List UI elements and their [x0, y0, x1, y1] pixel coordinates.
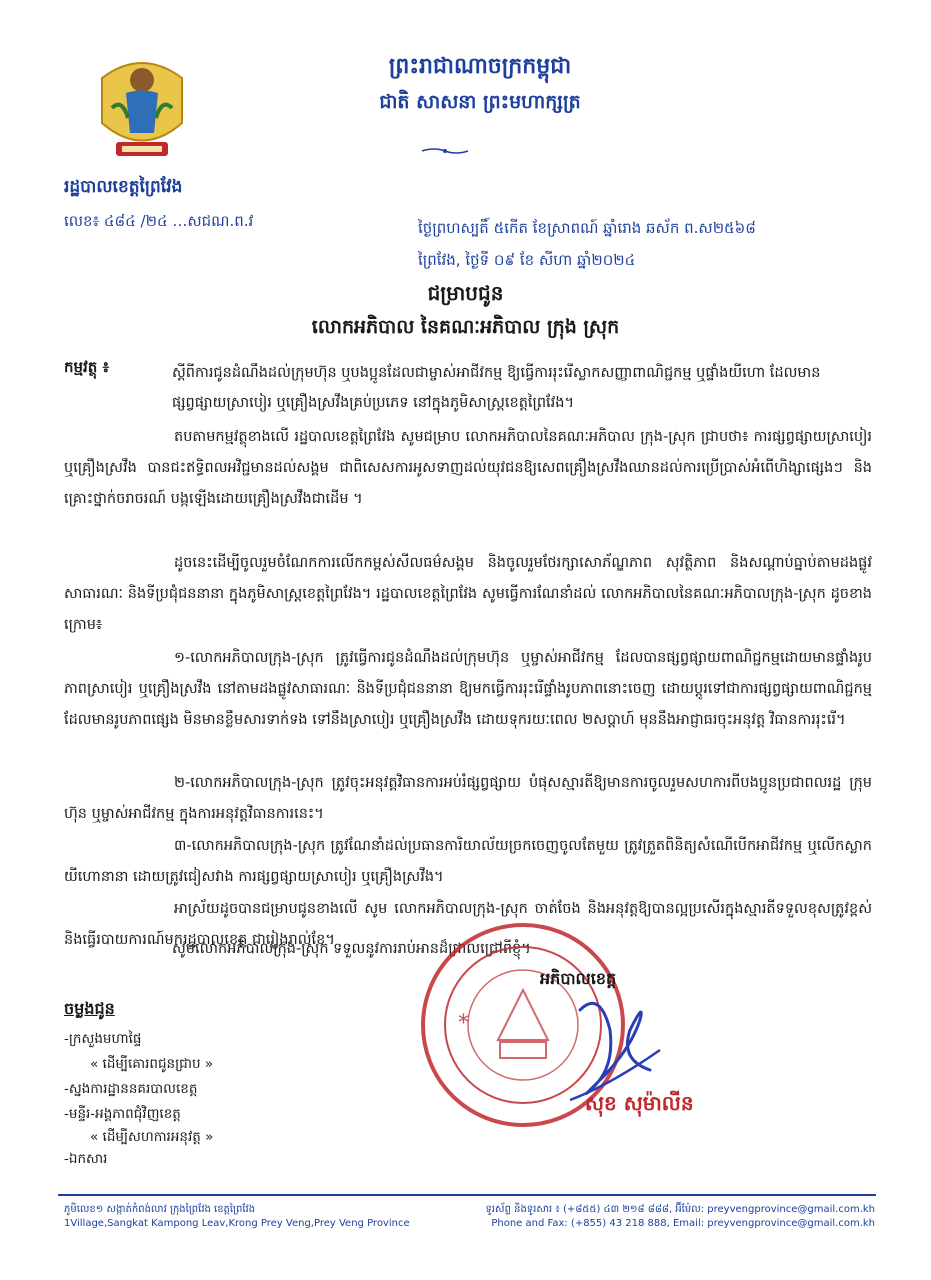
issuing-authority: រដ្ឋបាលខេត្តព្រៃវែង — [64, 177, 183, 197]
instruction-item-1: ១-លោកអភិបាលក្រុង-ស្រុក ត្រូវធ្វើការជូនដំណឹងដល់ក្រុមហ៊ុន ឬម្ចាស់អាជីវកម្ម ដែលបានផ្សព្វផ្សាយពាណិជ្ជកម្មដោយមានផ្ទាំងរូបភាពស្រាបៀរ ឬគ្រឿងស្រវឹង នៅតាមដងផ្លូវសាធារណៈ និងទីប្រជុំជននានា ឱ្យមកធ្វើការរុះរើផ្ទាំងរូបភាពនោះចេញ ដោយប្តូរទៅជាការផ្សព្វផ្សាយពាណិជ្ជកម្មដែលមានរូបភាពផ្សេង មិនមានខ្លឹមសារទាក់ទង ទៅនឹងស្រាបៀរ ឬគ្រឿងស្រវឹង ដោយទុករយៈពេល ២សប្តាហ៍ មុននឹងអាជ្ញាធរចុះអនុវត្ត វិធានការរុះរើ។ — [64, 650, 872, 728]
provincial-emblem-logo — [92, 38, 192, 166]
cc-item-note: « ដើម្បីសហការអនុវត្ត » — [90, 1129, 214, 1145]
reference-number: លេខ៖ ៤៨៤ /២៤ …សជណ.ព.វ — [64, 212, 254, 230]
signatory-name: សុខ សុម៉ាលីន — [585, 1091, 694, 1115]
solar-date: ព្រៃវែង, ថ្ងៃទី ០៩ ខែ សីហា ឆ្នាំ២០២៤ — [418, 251, 636, 269]
instruction-item-2: ២-លោកអភិបាលក្រុង-ស្រុក ត្រូវចុះអនុវត្តវិធានការអប់រំផ្សព្វផ្សាយ បំផុសស្មារតីឱ្យមានការចូលរួមសហការពីបងប្អូនប្រជាពលរដ្ឋ ក្រុមហ៊ុន ឬម្ចាស់អាជីវកម្ម ក្នុងការអនុវត្តវិធានការនេះ។ — [64, 775, 872, 822]
salutation-label: ជម្រាបជូន — [427, 281, 504, 305]
date-block — [418, 212, 756, 276]
cc-item: -ក្រសួងមហាផ្ទៃ — [64, 1031, 142, 1047]
signatory-title: អភិបាលខេត្ត — [540, 969, 617, 988]
cc-title: ចម្លងជូន — [64, 999, 115, 1018]
body-paragraph-2: ដូចនេះដើម្បីចូលរួមចំណែកការលើកកម្ពស់សីលធម៌សង្គម និងចូលរួមថែរក្សាសោភ័ណ្ឌភាព សុវត្ថិភាព និងសណ្តាប់ធ្នាប់តាមដងផ្លូវសាធារណៈ និងទីប្រជុំជននានា ក្នុងភូមិសាស្ត្រខេត្តព្រៃវែង។ រដ្ឋបាលខេត្តព្រៃវែង សូមធ្វើការណែនាំដល់ លោកអភិបាលនៃគណៈអភិបាលក្រុង-ស្រុក ដូចខាងក្រោម៖ — [64, 555, 872, 633]
subject-text: ស្តីពីការជូនដំណឹងដល់ក្រុមហ៊ុន ឬបងប្អូនដែលជាម្ចាស់អាជីវកម្ម ឱ្យធ្វើការរុះរើស្លាកសញ្ញាពាណិជ្ជកម្ម ឬផ្ទាំងយីហោ ដែលមានផ្សព្វផ្សាយស្រាបៀរ ឬគ្រឿងស្រវឹងគ្រប់ប្រភេទ នៅក្នុងភូមិសាស្ត្រខេត្តព្រៃវែង។ — [172, 365, 821, 411]
addressee: លោកអភិបាល នៃគណៈអភិបាល ក្រុង ស្រុក — [311, 316, 620, 338]
national-motto: ជាតិ សាសនា ព្រះមហាក្សត្រ — [379, 91, 581, 113]
subject-label: កម្មវត្ថុ ៖ — [64, 358, 110, 376]
lunar-date: ថ្ងៃព្រហស្បតិ៍ ៥កើត ខែស្រាពណ៍ ឆ្នាំរោង ឆស័ក ព.ស២៥៦៨ — [418, 219, 756, 237]
cc-item: -មន្ទីរ-អង្គភាពជុំវិញខេត្ត — [64, 1106, 181, 1122]
footer-divider — [58, 1194, 876, 1196]
body-paragraph-1: តបតាមកម្មវត្ថុខាងលើ រដ្ឋបាលខេត្តព្រៃវែង សូមជម្រាប លោកអភិបាលនៃគណៈអភិបាល ក្រុង-ស្រុក ជ្រាបថា៖ ការផ្សព្វផ្សាយស្រាបៀរ ឬគ្រឿងស្រវឹង បានជះឥទ្ធិពលអវិជ្ជមានដល់សង្គម ជាពិសេសការអូសទាញដល់យុវជនឱ្យសេពគ្រឿងស្រវឹងឈានដល់ការប្រើប្រាស់អំពើហិង្សាផ្សេងៗ និងគ្រោះថ្នាក់ចរាចរណ៍ បង្កឡើងដោយគ្រឿងស្រវឹងជាដើម ។ — [64, 429, 872, 507]
cc-item: -ឯកសារ — [64, 1151, 108, 1167]
cc-item-note: « ដើម្បីគោរពជូនជ្រាប » — [90, 1056, 214, 1072]
instruction-item-3: ៣-លោកអភិបាលក្រុង-ស្រុក ត្រូវណែនាំដល់ប្រធានការិយាល័យច្រកចេញចូលតែមួយ ត្រូវត្រួតពិនិត្យសំណើបើកអាជីវកម្ម ឬលើកស្លាកយីហោនានា ដោយត្រូវជៀសវាង ការផ្សព្វផ្សាយស្រាបៀរ ឬគ្រឿងស្រវឹង។ — [64, 838, 872, 885]
footer-address-kh: ភូមិលេខ១ សង្កាត់កំពង់លាវ ក្រុងព្រៃវែង ខេត្តព្រៃវែង — [64, 1204, 256, 1215]
cc-item: -ស្នងការដ្ឋាននគរបាលខេត្ត — [64, 1081, 198, 1097]
footer-contact-en: Phone and Fax: (+855) 43 218 888, Email: preyvengprovince@gmail.com.kh — [491, 1218, 875, 1229]
body-paragraph-3: អាស្រ័យដូចបានជម្រាបជូនខាងលើ សូម លោកអភិបាលក្រុង-ស្រុក ចាត់ចែង និងអនុវត្តឱ្យបានល្អប្រសើរក្នុងស្មារតីទទួលខុសត្រូវខ្ពស់ និងធ្វើរបាយការណ៍មករដ្ឋបាលខេត្ត ជារៀងរាល់ខែ។ — [64, 901, 872, 948]
closing-line: សូមលោកអភិបាលក្រុង-ស្រុក ទទួលនូវការរាប់អានដ៏ជ្រាលជ្រៅពីខ្ញុំ។ — [172, 941, 531, 957]
kingdom-title: ព្រះរាជាណាចក្រកម្ពុជា — [388, 54, 572, 79]
footer-contact-kh: ទូរស័ព្ទ និងទូរសារ ៖ (+៨៥៥) ៤៣ ២១៨ ៨៨៨, អ៊ីម៉ែល: preyvengprovince@gmail.com.kh — [485, 1204, 875, 1215]
svg-text:*: * — [458, 1011, 469, 1036]
footer-address-en: 1Village,Sangkat Kampong Leav,Krong Prey Veng,Prey Veng Province — [64, 1218, 410, 1229]
ornament-divider-icon — [420, 140, 470, 148]
